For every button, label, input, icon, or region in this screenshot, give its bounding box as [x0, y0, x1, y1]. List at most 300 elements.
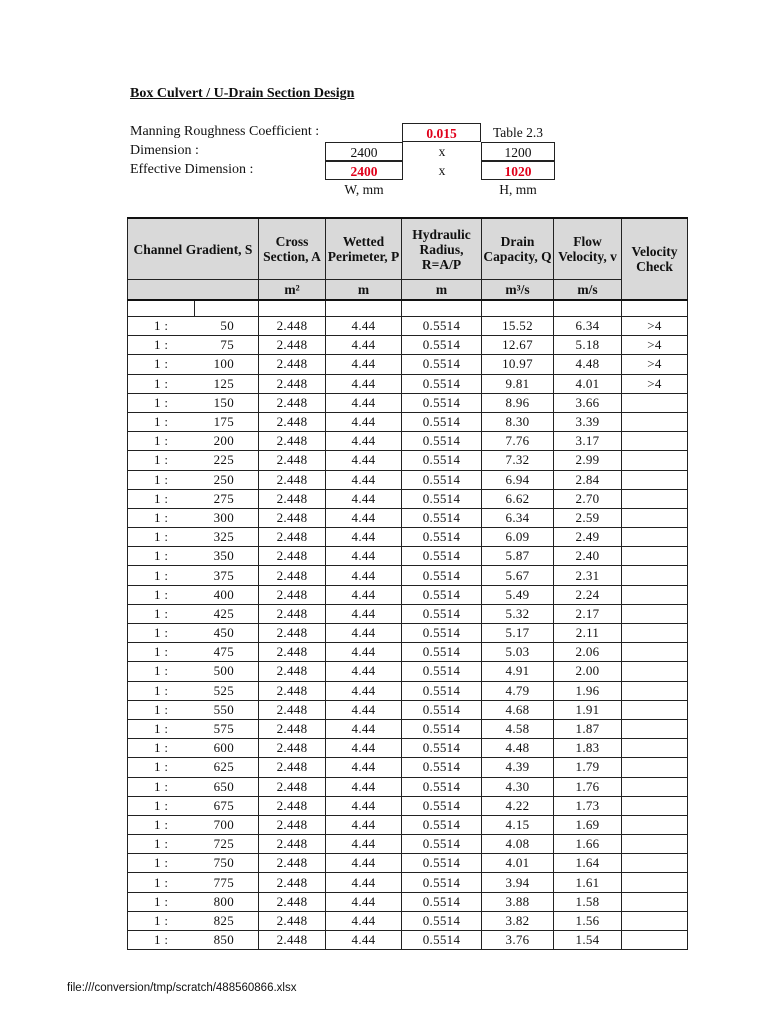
table-row [128, 489, 688, 508]
unit-area: m² [259, 280, 326, 301]
manning-value[interactable]: 0.015 [402, 123, 481, 142]
hydraulic-radius-cell: 0.5514 [402, 719, 482, 738]
wetted-perimeter-cell: 4.44 [326, 700, 402, 719]
gradient-ratio-cell: 1 : [128, 528, 195, 547]
flow-velocity-cell: 1.54 [554, 931, 622, 950]
wetted-perimeter-cell: 4.44 [326, 873, 402, 892]
table-row [128, 700, 688, 719]
drain-capacity-cell: 8.96 [482, 393, 554, 412]
velocity-check-cell [622, 508, 688, 527]
cross-section-cell: 2.448 [259, 719, 326, 738]
flow-velocity-cell: 2.84 [554, 470, 622, 489]
velocity-check-cell [622, 719, 688, 738]
hydraulic-radius-cell: 0.5514 [402, 451, 482, 470]
header-drain-capacity: Drain Capacity, Q [482, 218, 554, 280]
hydraulic-radius-cell: 0.5514 [402, 528, 482, 547]
hydraulic-radius-cell: 0.5514 [402, 815, 482, 834]
table-row [128, 451, 688, 470]
gradient-ratio-cell: 1 : [128, 700, 195, 719]
cross-section-cell: 2.448 [259, 681, 326, 700]
flow-velocity-cell: 2.17 [554, 604, 622, 623]
cross-section-cell: 2.448 [259, 739, 326, 758]
header-flow-velocity: Flow Velocity, v [554, 218, 622, 280]
cross-section-cell: 2.448 [259, 796, 326, 815]
flow-velocity-cell: 3.39 [554, 412, 622, 431]
hydraulic-radius-cell: 0.5514 [402, 432, 482, 451]
gradient-value-cell: 175 [195, 412, 259, 431]
flow-velocity-cell: 1.96 [554, 681, 622, 700]
wetted-perimeter-cell: 4.44 [326, 432, 402, 451]
hydraulic-radius-cell: 0.5514 [402, 700, 482, 719]
gradient-ratio-cell: 1 : [128, 451, 195, 470]
wetted-perimeter-cell: 4.44 [326, 547, 402, 566]
gradient-ratio-cell: 1 : [128, 719, 195, 738]
hydraulic-radius-cell: 0.5514 [402, 624, 482, 643]
header-hydraulic-radius: Hydraulic Radius, R=A/P [402, 218, 482, 280]
gradient-value-cell: 550 [195, 700, 259, 719]
velocity-check-cell [622, 681, 688, 700]
velocity-check-cell [622, 815, 688, 834]
spacer-cell [482, 300, 554, 317]
gradient-value-cell: 275 [195, 489, 259, 508]
gradient-ratio-cell: 1 : [128, 489, 195, 508]
table-row [128, 796, 688, 815]
cross-section-cell: 2.448 [259, 585, 326, 604]
table-row [128, 374, 688, 393]
wetted-perimeter-cell: 4.44 [326, 528, 402, 547]
gradient-ratio-cell: 1 : [128, 547, 195, 566]
velocity-check-cell [622, 892, 688, 911]
table-row [128, 854, 688, 873]
drain-capacity-cell: 4.48 [482, 739, 554, 758]
spacer-cell [402, 300, 482, 317]
wetted-perimeter-cell: 4.44 [326, 508, 402, 527]
flow-velocity-cell: 1.73 [554, 796, 622, 815]
wetted-perimeter-cell: 4.44 [326, 719, 402, 738]
width-unit-label: W, mm [344, 182, 384, 197]
velocity-check-cell [622, 451, 688, 470]
flow-velocity-cell: 1.91 [554, 700, 622, 719]
header-channel-gradient: Channel Gradient, S [128, 218, 259, 280]
flow-velocity-cell: 2.99 [554, 451, 622, 470]
gradient-ratio-cell: 1 : [128, 739, 195, 758]
wetted-perimeter-cell: 4.44 [326, 739, 402, 758]
gradient-ratio-cell: 1 : [128, 662, 195, 681]
drain-capacity-cell: 3.82 [482, 911, 554, 930]
gradient-value-cell: 475 [195, 643, 259, 662]
velocity-check-cell: >4 [622, 336, 688, 355]
gradient-value-cell: 675 [195, 796, 259, 815]
flow-velocity-cell: 2.00 [554, 662, 622, 681]
table-row [128, 355, 688, 374]
table-row [128, 393, 688, 412]
drain-capacity-cell: 5.67 [482, 566, 554, 585]
spacer-cell [622, 300, 688, 317]
cross-section-cell: 2.448 [259, 777, 326, 796]
flow-velocity-cell: 4.01 [554, 374, 622, 393]
flow-velocity-cell: 1.79 [554, 758, 622, 777]
gradient-ratio-cell: 1 : [128, 355, 195, 374]
velocity-check-cell [622, 624, 688, 643]
cross-section-cell: 2.448 [259, 317, 326, 336]
velocity-check-cell [622, 547, 688, 566]
gradient-value-cell: 575 [195, 719, 259, 738]
table-row [128, 547, 688, 566]
gradient-value-cell: 100 [195, 355, 259, 374]
wetted-perimeter-cell: 4.44 [326, 585, 402, 604]
wetted-perimeter-cell: 4.44 [326, 892, 402, 911]
gradient-value-cell: 375 [195, 566, 259, 585]
velocity-check-cell [622, 739, 688, 758]
gradient-value-cell: 400 [195, 585, 259, 604]
table-row [128, 336, 688, 355]
gradient-value-cell: 225 [195, 451, 259, 470]
drain-capacity-cell: 6.34 [482, 508, 554, 527]
table-row [128, 681, 688, 700]
table-row [128, 470, 688, 489]
gradient-value-cell: 450 [195, 624, 259, 643]
wetted-perimeter-cell: 4.44 [326, 336, 402, 355]
flow-velocity-cell: 6.34 [554, 317, 622, 336]
gradient-value-cell: 200 [195, 432, 259, 451]
cross-section-cell: 2.448 [259, 758, 326, 777]
flow-velocity-cell: 1.61 [554, 873, 622, 892]
velocity-check-cell [622, 758, 688, 777]
velocity-check-cell [622, 566, 688, 585]
velocity-check-cell [622, 528, 688, 547]
table-row [128, 643, 688, 662]
flow-velocity-cell: 1.66 [554, 835, 622, 854]
unit-perimeter: m [326, 280, 402, 301]
cross-section-cell: 2.448 [259, 815, 326, 834]
wetted-perimeter-cell: 4.44 [326, 681, 402, 700]
spacer-cell [554, 300, 622, 317]
gradient-value-cell: 125 [195, 374, 259, 393]
table-row [128, 432, 688, 451]
gradient-ratio-cell: 1 : [128, 432, 195, 451]
gradient-value-cell: 700 [195, 815, 259, 834]
drain-capacity-cell: 4.15 [482, 815, 554, 834]
spacer-cell [128, 300, 195, 317]
drain-capacity-cell: 7.32 [482, 451, 554, 470]
wetted-perimeter-cell: 4.44 [326, 854, 402, 873]
dimension-label: Dimension : [130, 143, 199, 158]
gradient-ratio-cell: 1 : [128, 854, 195, 873]
gradient-ratio-cell: 1 : [128, 931, 195, 950]
table-row [128, 624, 688, 643]
velocity-check-cell [622, 489, 688, 508]
drain-capacity-cell: 3.94 [482, 873, 554, 892]
wetted-perimeter-cell: 4.44 [326, 604, 402, 623]
cross-section-cell: 2.448 [259, 451, 326, 470]
hydraulic-radius-cell: 0.5514 [402, 317, 482, 336]
cross-section-cell: 2.448 [259, 662, 326, 681]
velocity-check-cell [622, 432, 688, 451]
table-row [128, 566, 688, 585]
gradient-value-cell: 350 [195, 547, 259, 566]
wetted-perimeter-cell: 4.44 [326, 489, 402, 508]
wetted-perimeter-cell: 4.44 [326, 835, 402, 854]
wetted-perimeter-cell: 4.44 [326, 643, 402, 662]
wetted-perimeter-cell: 4.44 [326, 911, 402, 930]
hydraulic-radius-cell: 0.5514 [402, 931, 482, 950]
table-row [128, 892, 688, 911]
table-row [128, 758, 688, 777]
table-row [128, 739, 688, 758]
table-row [128, 604, 688, 623]
manning-label: Manning Roughness Coefficient : [130, 124, 320, 139]
gradient-value-cell: 250 [195, 470, 259, 489]
header-cross-section: Cross Section, A [259, 218, 326, 280]
effective-width[interactable]: 2400 [325, 161, 403, 180]
gradient-ratio-cell: 1 : [128, 624, 195, 643]
flow-velocity-cell: 2.11 [554, 624, 622, 643]
gradient-value-cell: 425 [195, 604, 259, 623]
spacer-row [128, 300, 688, 317]
gradient-value-cell: 750 [195, 854, 259, 873]
gradient-ratio-cell: 1 : [128, 911, 195, 930]
cross-section-cell: 2.448 [259, 604, 326, 623]
cross-section-cell: 2.448 [259, 489, 326, 508]
cross-section-cell: 2.448 [259, 873, 326, 892]
flow-velocity-cell: 1.83 [554, 739, 622, 758]
drain-capacity-cell: 5.03 [482, 643, 554, 662]
effective-dimension-label: Effective Dimension : [130, 162, 254, 177]
velocity-check-cell: >4 [622, 374, 688, 393]
spacer-cell [259, 300, 326, 317]
velocity-check-cell [622, 470, 688, 489]
gradient-value-cell: 600 [195, 739, 259, 758]
cross-section-cell: 2.448 [259, 355, 326, 374]
hydraulic-radius-cell: 0.5514 [402, 777, 482, 796]
gradient-ratio-cell: 1 : [128, 758, 195, 777]
flow-velocity-cell: 2.40 [554, 547, 622, 566]
gradient-ratio-cell: 1 : [128, 566, 195, 585]
hydraulic-radius-cell: 0.5514 [402, 393, 482, 412]
drain-capacity-cell: 6.09 [482, 528, 554, 547]
drain-capacity-cell: 7.76 [482, 432, 554, 451]
header-velocity-check: Velocity Check [622, 218, 688, 300]
gradient-ratio-cell: 1 : [128, 777, 195, 796]
hydraulic-radius-cell: 0.5514 [402, 489, 482, 508]
gradient-value-cell: 500 [195, 662, 259, 681]
gradient-ratio-cell: 1 : [128, 681, 195, 700]
gradient-value-cell: 725 [195, 835, 259, 854]
drain-capacity-cell: 4.08 [482, 835, 554, 854]
cross-section-cell: 2.448 [259, 393, 326, 412]
gradient-value-cell: 150 [195, 393, 259, 412]
velocity-check-cell [622, 911, 688, 930]
wetted-perimeter-cell: 4.44 [326, 412, 402, 431]
hydraulic-radius-cell: 0.5514 [402, 643, 482, 662]
velocity-check-cell [622, 662, 688, 681]
hydraulic-radius-cell: 0.5514 [402, 835, 482, 854]
flow-velocity-cell: 2.70 [554, 489, 622, 508]
velocity-check-cell [622, 585, 688, 604]
hydraulic-radius-cell: 0.5514 [402, 566, 482, 585]
unit-gradient [128, 280, 259, 301]
drain-capacity-cell: 4.79 [482, 681, 554, 700]
drain-capacity-cell: 3.88 [482, 892, 554, 911]
drain-capacity-cell: 4.01 [482, 854, 554, 873]
gradient-ratio-cell: 1 : [128, 873, 195, 892]
hydraulic-radius-cell: 0.5514 [402, 604, 482, 623]
hydraulic-radius-cell: 0.5514 [402, 739, 482, 758]
cross-section-cell: 2.448 [259, 700, 326, 719]
flow-velocity-cell: 2.31 [554, 566, 622, 585]
flow-velocity-cell: 2.06 [554, 643, 622, 662]
unit-capacity: m³/s [482, 280, 554, 301]
gradient-value-cell: 650 [195, 777, 259, 796]
spacer-cell [195, 300, 259, 317]
velocity-check-cell: >4 [622, 317, 688, 336]
cross-section-cell: 2.448 [259, 931, 326, 950]
wetted-perimeter-cell: 4.44 [326, 393, 402, 412]
velocity-check-cell [622, 931, 688, 950]
hydraulic-radius-cell: 0.5514 [402, 470, 482, 489]
height-unit-label: H, mm [499, 182, 537, 197]
drain-capacity-cell: 5.32 [482, 604, 554, 623]
gradient-ratio-cell: 1 : [128, 508, 195, 527]
table-row [128, 873, 688, 892]
drain-capacity-cell: 4.58 [482, 719, 554, 738]
flow-velocity-cell: 4.48 [554, 355, 622, 374]
drain-capacity-cell: 4.22 [482, 796, 554, 815]
drain-capacity-cell: 8.30 [482, 412, 554, 431]
wetted-perimeter-cell: 4.44 [326, 451, 402, 470]
hydraulic-radius-cell: 0.5514 [402, 336, 482, 355]
hydraulic-radius-cell: 0.5514 [402, 374, 482, 393]
table-row [128, 815, 688, 834]
effective-height[interactable]: 1020 [481, 161, 555, 180]
velocity-check-cell [622, 604, 688, 623]
hydraulic-radius-cell: 0.5514 [402, 681, 482, 700]
flow-velocity-cell: 3.17 [554, 432, 622, 451]
table-row [128, 662, 688, 681]
flow-velocity-cell: 2.59 [554, 508, 622, 527]
flow-velocity-cell: 5.18 [554, 336, 622, 355]
effective-times-sign: x [438, 163, 446, 178]
velocity-check-cell [622, 873, 688, 892]
gradient-value-cell: 800 [195, 892, 259, 911]
gradient-value-cell: 525 [195, 681, 259, 700]
drain-capacity-cell: 4.39 [482, 758, 554, 777]
cross-section-cell: 2.448 [259, 547, 326, 566]
flow-velocity-cell: 2.49 [554, 528, 622, 547]
header-wetted-perimeter: Wetted Perimeter, P [326, 218, 402, 280]
drain-capacity-cell: 5.87 [482, 547, 554, 566]
gradient-ratio-cell: 1 : [128, 604, 195, 623]
gradient-value-cell: 825 [195, 911, 259, 930]
cross-section-cell: 2.448 [259, 892, 326, 911]
gradient-ratio-cell: 1 : [128, 643, 195, 662]
dimension-times-sign: x [438, 144, 446, 159]
flow-velocity-cell: 2.24 [554, 585, 622, 604]
table-row [128, 508, 688, 527]
drain-capacity-cell: 3.76 [482, 931, 554, 950]
cross-section-cell: 2.448 [259, 374, 326, 393]
wetted-perimeter-cell: 4.44 [326, 815, 402, 834]
table-row [128, 777, 688, 796]
wetted-perimeter-cell: 4.44 [326, 355, 402, 374]
wetted-perimeter-cell: 4.44 [326, 566, 402, 585]
drain-capacity-cell: 4.30 [482, 777, 554, 796]
gradient-value-cell: 775 [195, 873, 259, 892]
hydraulic-radius-cell: 0.5514 [402, 911, 482, 930]
drain-capacity-cell: 5.49 [482, 585, 554, 604]
cross-section-cell: 2.448 [259, 336, 326, 355]
drain-capacity-cell: 9.81 [482, 374, 554, 393]
unit-velocity: m/s [554, 280, 622, 301]
unit-radius: m [402, 280, 482, 301]
flow-velocity-cell: 3.66 [554, 393, 622, 412]
gradient-value-cell: 850 [195, 931, 259, 950]
gradient-ratio-cell: 1 : [128, 470, 195, 489]
manning-reference: Table 2.3 [492, 125, 544, 140]
drain-capacity-cell: 6.94 [482, 470, 554, 489]
velocity-check-cell [622, 393, 688, 412]
wetted-perimeter-cell: 4.44 [326, 777, 402, 796]
gradient-ratio-cell: 1 : [128, 317, 195, 336]
drain-capacity-cell: 12.67 [482, 336, 554, 355]
hydraulic-radius-cell: 0.5514 [402, 758, 482, 777]
dimension-height[interactable]: 1200 [481, 142, 555, 161]
flow-velocity-cell: 1.56 [554, 911, 622, 930]
dimension-width[interactable]: 2400 [325, 142, 403, 161]
flow-velocity-cell: 1.87 [554, 719, 622, 738]
gradient-ratio-cell: 1 : [128, 412, 195, 431]
hydraulic-radius-cell: 0.5514 [402, 854, 482, 873]
drain-capacity-cell: 6.62 [482, 489, 554, 508]
gradient-ratio-cell: 1 : [128, 585, 195, 604]
flow-velocity-cell: 1.64 [554, 854, 622, 873]
drain-capacity-cell: 10.97 [482, 355, 554, 374]
gradient-ratio-cell: 1 : [128, 892, 195, 911]
flow-velocity-cell: 1.58 [554, 892, 622, 911]
drain-capacity-cell: 15.52 [482, 317, 554, 336]
velocity-check-cell [622, 412, 688, 431]
table-row [128, 528, 688, 547]
gradient-ratio-cell: 1 : [128, 835, 195, 854]
wetted-perimeter-cell: 4.44 [326, 662, 402, 681]
gradient-value-cell: 300 [195, 508, 259, 527]
hydraulic-radius-cell: 0.5514 [402, 892, 482, 911]
gradient-ratio-cell: 1 : [128, 393, 195, 412]
drain-capacity-cell: 4.68 [482, 700, 554, 719]
gradient-ratio-cell: 1 : [128, 374, 195, 393]
gradient-value-cell: 75 [195, 336, 259, 355]
hydraulic-radius-cell: 0.5514 [402, 662, 482, 681]
table-row [128, 585, 688, 604]
hydraulic-radius-cell: 0.5514 [402, 355, 482, 374]
cross-section-cell: 2.448 [259, 432, 326, 451]
spacer-cell [326, 300, 402, 317]
wetted-perimeter-cell: 4.44 [326, 470, 402, 489]
velocity-check-cell [622, 700, 688, 719]
hydraulic-radius-cell: 0.5514 [402, 585, 482, 604]
file-path-footer: file:///conversion/tmp/scratch/488560866.xlsx [67, 982, 297, 994]
velocity-check-cell [622, 796, 688, 815]
table-row [128, 412, 688, 431]
cross-section-cell: 2.448 [259, 643, 326, 662]
wetted-perimeter-cell: 4.44 [326, 624, 402, 643]
gradient-ratio-cell: 1 : [128, 815, 195, 834]
gradient-value-cell: 325 [195, 528, 259, 547]
drain-capacity-cell: 4.91 [482, 662, 554, 681]
velocity-check-cell: >4 [622, 355, 688, 374]
wetted-perimeter-cell: 4.44 [326, 758, 402, 777]
table-row [128, 317, 688, 336]
